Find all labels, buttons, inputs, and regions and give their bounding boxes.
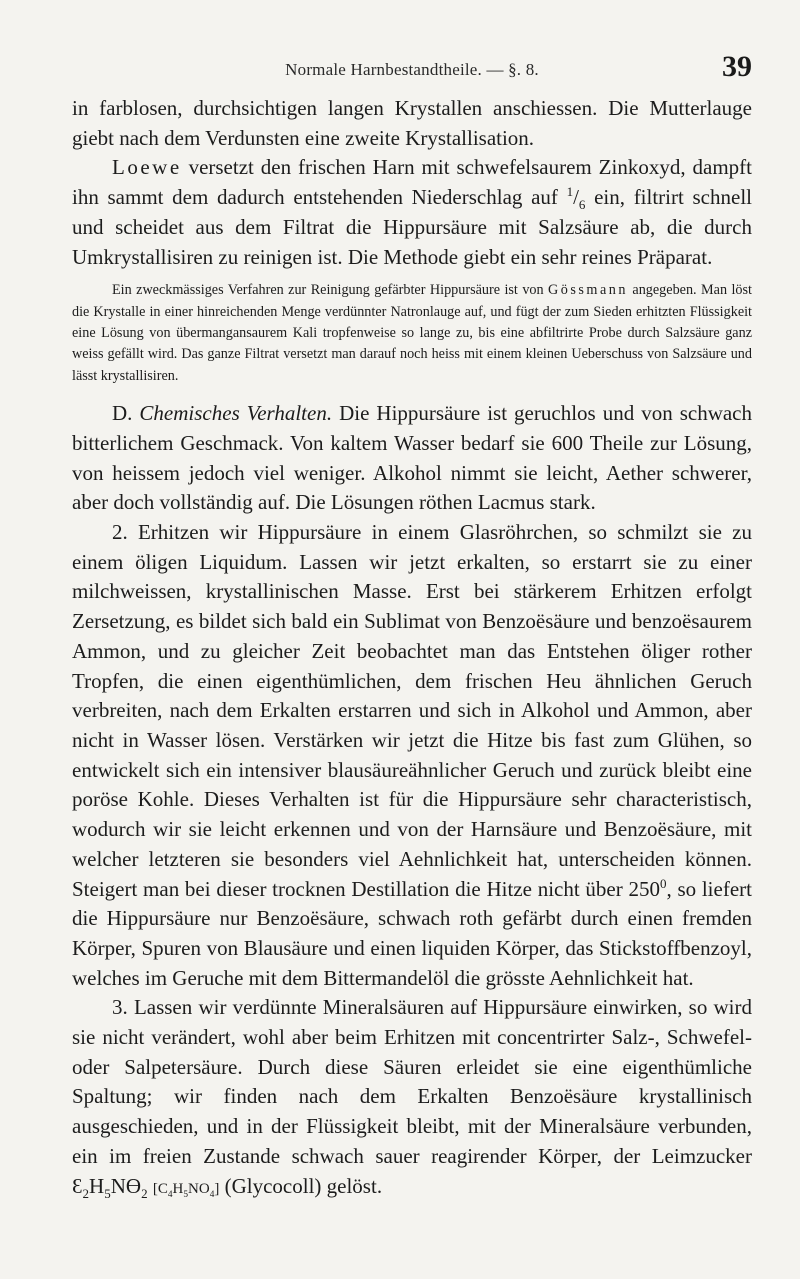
author-name: Gössmann xyxy=(548,282,628,299)
paragraph-crystallisation xyxy=(72,94,752,153)
paragraph-text: ein, filtrirt schnell und scheidet aus dem Filtrat die Hippursäure mit Salzsäure ab, die durch Umkrystallisiren zu reinigen ist. Die Methode giebt ein sehr reines Präparat. xyxy=(72,185,752,269)
body-text xyxy=(72,94,752,1204)
paragraph-text: 2. Erhitzen wir Hippursäure in einem Glasröhrchen, so schmilzt sie zu einem öligen Liquidum. Lassen wir jetzt erkalten, so erstarrt sie zu einer milchweissen, krystallinischen Masse. Erst bei stärkerem Erhitzen erfolgt Zersetzung, es bildet sich bald ein Sublimat von Benzoësäure und benzoësaurem Ammon, und zu gleicher Zeit beobachtet man das Entstehen öliger rother Tropfen, die einen eigenthümlichen, dem frischen Heu ähnlichen Geruch verbreiten, nach dem Erkalten erstarren und sich in Alkohol und Ammon, aber nicht in Wasser lösen. Verstärken wir jetzt die Hitze bis fast zum Glühen, so entwickelt sich ein intensiver blausäureähnlicher Geruch und zurück bleibt eine poröse Kohle. Dieses Verhalten ist für die Hippursäure sehr characteristisch, wodurch wir sie leicht erkennen und von der Harnsäure und Benzoësäure, mit welcher letzteren sie besonders viel Aehnlichkeit hat, unterscheiden können. Steigert man bei dieser trocknen Destillation die Hitze nicht über 250 xyxy=(72,520,752,901)
section-label: D. xyxy=(112,401,133,426)
running-header xyxy=(72,44,752,83)
page-number: 39 xyxy=(722,50,752,83)
formula-new-notation: $Ɛ_2H_5NƟ_2$ xyxy=(72,1173,148,1201)
note-paragraph xyxy=(72,280,752,387)
paragraph-loewe-method: Loewe versetzt den frischen Harn mit schwefelsaurem Zinkoxyd, dampft ihn sammt dem dadurch entstehenden Niederschlag auf $^1/_6$ ein, filtrirt schnell und scheidet aus dem Filtrat die Hippursäure mit Salzsäure ab, die durch Umkrystallisiren zu reinigen ist. Die Methode giebt ein sehr reines Präparat. xyxy=(72,155,752,269)
header-title: Normale Harnbestandtheile. — §. 8. xyxy=(285,60,539,79)
note-text: angegeben. Man löst die Krystalle in einer hinreichenden Menge verdünnter Natronlauge auf, und fügt der zum Sieden erhitzten Flüssigkeit eine Lösung von übermangansaurem Kali tropfenweise so lange zu, bis eine abfiltrirte Probe durch Salzsäure ganz weiss gefällt wird. Das ganze Filtrat versetzt man darauf noch heiss mit einem kleinen Ueberschuss von Salzsäure und lässt krystallisiren. xyxy=(72,282,752,384)
note-text: Ein zweckmässiges Verfahren zur Reinigung gefärbter Hippursäure ist von xyxy=(112,282,549,299)
paragraph-text: in farblosen, durchsichtigen langen Krystallen anschiessen. Die Mutterlauge giebt nach dem Verdunsten eine zweite Krystallisation. xyxy=(72,96,752,150)
author-name: Loewe xyxy=(112,155,182,180)
paragraph-text: Die Hippursäure ist geruchlos und von schwach bitterlichem Geschmack. Von kaltem Wasser bedarf sie 600 Theile zur Lösung, von heissem jedoch viel weniger. Alkohol nimmt sie leicht, Aether schwerer, aber doch vollständig auf. Die Lösungen röthen Lacmus stark. xyxy=(72,401,752,515)
fraction-numerator: 1 xyxy=(566,184,574,200)
degree-mark: 0 xyxy=(659,875,667,891)
item-3-paragraph xyxy=(72,993,752,1204)
paragraph-text: 3. Lassen wir verdünnte Mineralsäuren auf Hippursäure einwirken, so wird sie nicht verändert, wohl aber beim Erhitzen mit concentrirter Salz-, Schwefel- oder Salpetersäure. Durch diese Säuren erleidet sie eine eigenthümliche Spaltung; wir finden nach dem Erkalten Benzoësäure krystallinisch ausgeschieden, und in der Flüssigkeit bleibt, mit der Mineralsäure verbunden, ein im freien Zustande schwach sauer reagirender Körper, der Leimzucker xyxy=(72,995,752,1168)
small-print-note xyxy=(72,280,752,387)
section-d-paragraph xyxy=(72,399,752,518)
item-2-paragraph xyxy=(72,518,752,993)
formula-old-notation: $[C_4H_5NO_4]$ xyxy=(152,1180,220,1200)
paragraph-text: versetzt den frischen Harn mit schwefelsaurem Zinkoxyd, dampft ihn sammt dem dadurch entstehenden Niederschlag auf xyxy=(72,155,752,210)
book-page xyxy=(72,44,752,1204)
fraction-denominator: 6 xyxy=(578,197,586,213)
paragraph-text: (Glycocoll) gelöst. xyxy=(219,1173,383,1198)
paragraph-text: , so liefert die Hippursäure nur Benzoësäure, schwach roth gefärbt durch einen fremden Körper, Spuren von Blausäure und einen liquiden Körper, das Stickstoffbenzoyl, welches im Geruche mit dem Bittermandelöl die grösste Aehnlichkeit hat. xyxy=(72,876,752,990)
section-heading: Chemisches Verhalten. xyxy=(139,401,333,426)
